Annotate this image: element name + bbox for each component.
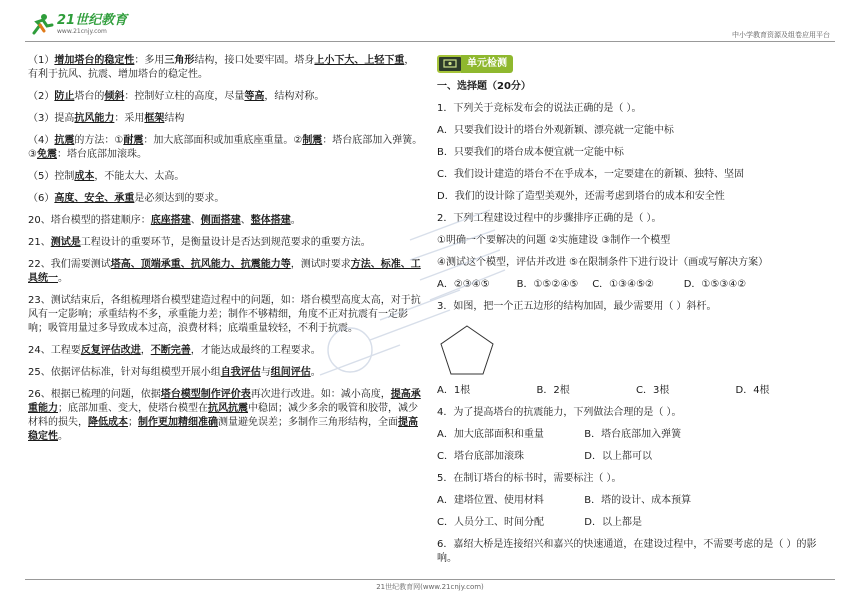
q5-option-a: A．建塔位置、使用材料 (437, 495, 544, 506)
key-term: 反复评估改进 (80, 345, 141, 356)
q2-options (437, 278, 835, 292)
text-run: 。 (58, 431, 68, 442)
left-paragraph (28, 344, 424, 358)
key-term: 抗震 (54, 135, 75, 146)
key-term: 抗风能力 (74, 113, 115, 124)
text-run: ：采用 (114, 113, 145, 124)
key-term: 整体搭建 (250, 215, 291, 226)
key-term: 倾斜 (104, 91, 125, 102)
logo (28, 12, 127, 36)
key-term: 等高 (244, 91, 265, 102)
q5-option-c: C．人员分工、时间分配 (437, 517, 544, 528)
text-run: 。 (290, 215, 301, 226)
q4-option-c: C．塔台底部加滚珠 (437, 451, 524, 462)
text-run: 。 (310, 367, 321, 378)
q4-option-d: D．以上都可以 (584, 451, 652, 462)
text-run: ：加大底部面积或加重底座重量。② (143, 135, 303, 146)
text-run: 26、根据已梳理的问题，依据 (28, 389, 161, 400)
key-term: 塔高、顶端承重、抗风能力、抗震能力等 (110, 259, 291, 270)
question-5: 5．在制订塔台的标书时，需要标注（ ）。 (437, 473, 622, 484)
text-run: ：塔台底部加滚珠。 (56, 149, 147, 160)
question-6: 6．嘉绍大桥是连接绍兴和嘉兴的快速通道，在建设过程中，不需要考虑的是（ ）的影响。 (437, 539, 817, 564)
pentagon-figure (437, 322, 497, 378)
q5-option-d: D．以上都是 (584, 517, 642, 528)
key-term: 侧面搭建 (200, 215, 241, 226)
text-run: 25、依据评估标准，针对每组模型开展小组 (28, 367, 221, 378)
key-term: 框架 (144, 113, 165, 124)
text-run: 23、测试结束后，各组梳理塔台模型建造过程中的问题，如：塔台模型高度太高，对于抗风有一定影响；承重结构不多，承重能力差；制作不够精细，角度不正对抗震有一定影响；吸管用量过多导致成本过高，浪费材料；底端重量较轻，不利于抗震。 (28, 295, 421, 334)
text-run: 22、我们需要测试 (28, 259, 111, 270)
text-run: 测量避免误差；多制作三角形结构，全面 (218, 417, 398, 428)
text-run: 塔台的 (74, 91, 105, 102)
text-run: 24、工程要 (28, 345, 81, 356)
text-run: 、 (240, 215, 251, 226)
key-term: 塔台模型制作评价表 (160, 389, 251, 400)
text-run: ：控制好立柱的高度，尽量 (124, 91, 245, 102)
right-column (437, 54, 835, 566)
text-run: （3）提高 (28, 113, 75, 124)
text-run: （6） (28, 193, 55, 204)
text-run: 。 (58, 273, 68, 284)
q2-steps-line-2: ④测试这个模型，评估并改进 ⑤在限制条件下进行设计（画或写解决方案） (437, 257, 769, 268)
question-1: 1．下列关于竞标发布会的说法正确的是（ ）。 (437, 103, 642, 114)
key-term: 增加塔台的稳定性 (54, 55, 135, 66)
left-paragraph (28, 388, 424, 444)
key-term: 自我评估 (220, 367, 261, 378)
left-column (28, 54, 424, 452)
q2-option-c: C．①③④⑤② (592, 279, 655, 290)
text-run: ，有利于抗风、抗震、增加塔台的稳定性。 (28, 55, 415, 80)
q4-option-b: B．塔台底部加入弹簧 (584, 429, 682, 440)
key-term: 方法、标准、工具统一 (28, 259, 421, 284)
text-run: 工程设计的重要环节，是衡量设计是否达到规范要求的重要方法。 (80, 237, 371, 248)
text-run: 结构 (164, 113, 185, 124)
key-term: 提高稳定性 (28, 417, 418, 442)
left-paragraph (28, 170, 424, 184)
runner-logo-icon (28, 13, 54, 35)
text-run: 是必须达到的要求。 (134, 193, 225, 204)
q5-options-row-2 (437, 516, 835, 530)
q1-option-d: D．我们的设计除了造型美观外，还需考虑到塔台的成本和安全性 (437, 191, 725, 202)
left-paragraph (28, 192, 424, 206)
question-3: 3．如图，把一个正五边形的结构加固，最少需要用（ ）斜杆。 (437, 301, 717, 312)
text-run: 的方法：① (74, 135, 124, 146)
text-run: 结构，接口处要牢固。塔身 (194, 55, 315, 66)
question-4: 4．为了提高塔台的抗震能力，下列做法合理的是（ ）。 (437, 407, 682, 418)
badge-label: 单元检测 (461, 55, 513, 73)
text-run: 中稳固；减少多余的吸管和胶带，减少材料的损失， (28, 403, 418, 428)
text-run: ：多用 (134, 55, 165, 66)
key-term: 成本 (74, 171, 95, 182)
footer-text: 21世纪教育网(www.21cnjy.com) (376, 583, 484, 591)
logo-url: www.21cnjy.com (57, 27, 107, 35)
text-run: （2） (28, 91, 55, 102)
text-run: 20、塔台模型的搭建顺序： (28, 215, 151, 226)
key-term: 底座搭建 (150, 215, 191, 226)
q5-options-row-1 (437, 494, 835, 508)
text-run: ：塔台底部加入弹簧。③ (28, 135, 423, 160)
left-paragraph (28, 258, 424, 286)
key-term: 制作更加精细准确 (138, 417, 218, 428)
text-run: ，不能太大、太高。 (94, 171, 185, 182)
key-term: 免震 (36, 149, 57, 160)
unit-test-badge (437, 54, 835, 74)
text-run: 再次进行改进。如：减小高度， (250, 389, 391, 400)
text-run: （5）控制 (28, 171, 75, 182)
key-term: 制震 (302, 135, 323, 146)
q4-options-row-1 (437, 428, 835, 442)
q3-options (437, 384, 835, 398)
q2-option-a: A．②③④⑤ (437, 279, 490, 290)
left-paragraph (28, 54, 424, 82)
left-paragraph (28, 214, 424, 228)
q1-option-a: A．只要我们设计的塔台外观新颖、漂亮就一定能中标 (437, 125, 674, 136)
q3-option-b: B．2根 (536, 385, 570, 396)
key-term: 提高承重能力 (28, 389, 421, 414)
key-term: 上小下大、上轻下重 (314, 55, 405, 66)
footer-divider (25, 579, 835, 580)
q2-option-b: B．①⑤②④⑤ (516, 279, 579, 290)
q4-options-row-2 (437, 450, 835, 464)
left-paragraph (28, 134, 424, 162)
bold-term: 三角形 (164, 55, 195, 66)
question-2: 2．下列工程建设过程中的步骤排序正确的是（ ）。 (437, 213, 662, 224)
q1-option-c: C．我们设计建造的塔台不在乎成本，一定要建在的新颖、独特、坚固 (437, 169, 744, 180)
key-term: 不断完善 (150, 345, 191, 356)
key-term: 防止 (54, 91, 75, 102)
text-run: 与 (260, 367, 271, 378)
text-run: （4） (28, 135, 55, 146)
text-run: （1） (28, 55, 55, 66)
key-term: 耐震 (123, 135, 144, 146)
q3-option-a: A．1根 (437, 385, 471, 396)
text-run: ，测试时要求 (290, 259, 351, 270)
q3-option-c: C．3根 (636, 385, 670, 396)
q4-option-a: A．加大底部面积和重量 (437, 429, 544, 440)
q5-option-b: B．塔的设计、成本预算 (584, 495, 692, 506)
left-paragraph (28, 236, 424, 250)
left-paragraph (28, 366, 424, 380)
section-heading: 一、选择题（20分） (437, 81, 531, 92)
q1-option-b: B．只要我们的塔台成本便宜就一定能中标 (437, 147, 624, 158)
key-term: 组间评估 (270, 367, 311, 378)
header-divider (25, 41, 835, 42)
monitor-icon (437, 55, 463, 73)
text-run: ； (128, 417, 138, 428)
left-paragraph (28, 294, 424, 336)
logo-text: 21世纪教育 (57, 12, 128, 28)
key-term: 降低成本 (88, 417, 128, 428)
key-term: 抗风抗震 (208, 403, 248, 414)
text-run: ，结构对称。 (264, 91, 325, 102)
q2-steps-line-1: ①明确一个要解决的问题 ②实施建设 ③制作一个模型 (437, 235, 671, 246)
text-run: ， (140, 345, 151, 356)
q2-option-d: D．①⑤③④② (683, 279, 747, 290)
site-tag: 中小学教育资源及组卷应用平台 (732, 31, 830, 39)
text-run: 、 (190, 215, 201, 226)
key-term: 高度、安全、承重 (54, 193, 135, 204)
text-run: 21、 (28, 237, 51, 248)
q3-option-d: D．4根 (735, 385, 770, 396)
text-run: ；底部加重、变大，使塔台模型在 (58, 403, 208, 414)
text-run: ，才能达成最终的工程要求。 (190, 345, 321, 356)
left-paragraph (28, 90, 424, 104)
left-paragraph (28, 112, 424, 126)
key-term: 测试是 (50, 237, 81, 248)
